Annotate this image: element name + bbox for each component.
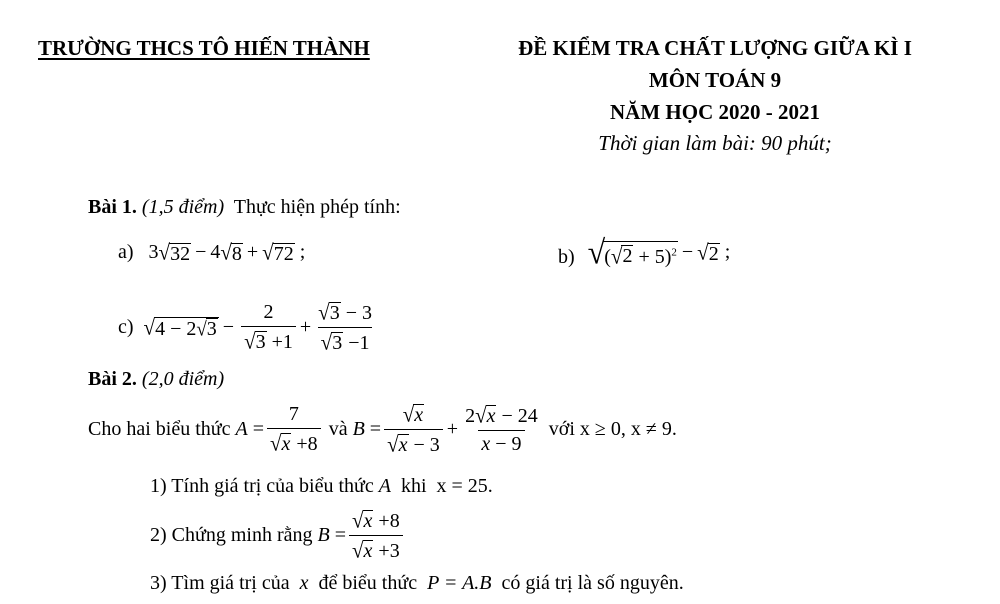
q2-text: 2) Chứng minh rằng xyxy=(150,524,313,546)
school-name: TRƯỜNG THCS TÔ HIẾN THÀNH xyxy=(38,36,370,60)
bai1-c-expression: c) √ 4 − 2 √ 3 − 2 √ 3 +1 + √ 3 − 3 √ 3 −1 xyxy=(118,299,372,355)
bai1-b xyxy=(558,233,731,271)
bai2-statement-math: Cho hai biểu thức A = 7 √ x +8 và B = √ x √ x − 3 + 2 √ x − 24 x − 9 với x ≥ 0, x ≠ 9. xyxy=(88,401,677,457)
bai1-a xyxy=(118,240,305,265)
bai2-question-2 xyxy=(150,508,406,563)
bai1-c xyxy=(118,300,378,355)
expression-b-term1: √ x √ x − 3 xyxy=(384,402,443,457)
q2-expression: √ x +8 √ x +3 xyxy=(349,508,403,563)
exam-subject: MÔN TOÁN 9 xyxy=(648,68,782,92)
q1-var: A xyxy=(378,475,391,497)
bai2-and: và xyxy=(328,418,348,440)
expression-a: 7 √ x +8 xyxy=(267,403,321,456)
q3-expression: P = A.B xyxy=(427,572,492,594)
expression-b-term2: 2 √ x − 24 x − 9 xyxy=(465,402,538,455)
exam-title: ĐỀ KIỂM TRA CHẤT LƯỢNG GIỮA KÌ I xyxy=(518,36,912,60)
q1-when: khi xyxy=(400,475,427,497)
bai1-label: Bài 1. xyxy=(88,196,137,218)
q1-value: x = 25. xyxy=(436,475,493,497)
bai2-intro: Cho hai biểu thức xyxy=(88,418,231,440)
bai1-b-expression: √ ( √ 2 + 5)$^2$ − √ 2 ; xyxy=(587,233,731,271)
bai2-points: (2,0 điểm) xyxy=(141,368,225,390)
bai1-b-label: b) xyxy=(558,246,575,268)
bai2-question-1 xyxy=(150,475,493,498)
bai2-condition: x ≥ 0, x ≠ 9. xyxy=(579,418,677,440)
bai2-question-3 xyxy=(150,572,684,595)
bai2-statement xyxy=(88,402,677,457)
bai2-label: Bài 2. xyxy=(88,368,137,390)
bai2-with: với xyxy=(548,418,575,440)
bai1-a-expression: 3 √ 32 − 4 √ 8 + √ 72 ; xyxy=(148,239,306,265)
q2-math: 2) Chứng minh rằng B = √ x +8 √ x +3 xyxy=(150,508,406,563)
q1-text: 1) Tính giá trị của biểu thức xyxy=(150,475,374,497)
q3-text-b: để biểu thức xyxy=(318,572,418,594)
bai1-points: (1,5 điểm) xyxy=(141,196,225,218)
exam-year: NĂM HỌC 2020 - 2021 xyxy=(610,100,820,124)
q3-text-a: 3) Tìm giá trị của xyxy=(150,572,290,594)
bai1-instruction: Thực hiện phép tính: xyxy=(233,196,401,218)
bai1-c-label: c) xyxy=(118,316,134,338)
bai1-heading xyxy=(88,196,401,219)
q3-var: x xyxy=(299,572,309,594)
bai2-heading xyxy=(88,368,224,391)
q3-text-c: có giá trị là số nguyên. xyxy=(501,572,684,594)
exam-time: Thời gian làm bài: 90 phút; xyxy=(598,131,832,155)
bai1-a-label: a) xyxy=(118,241,134,263)
